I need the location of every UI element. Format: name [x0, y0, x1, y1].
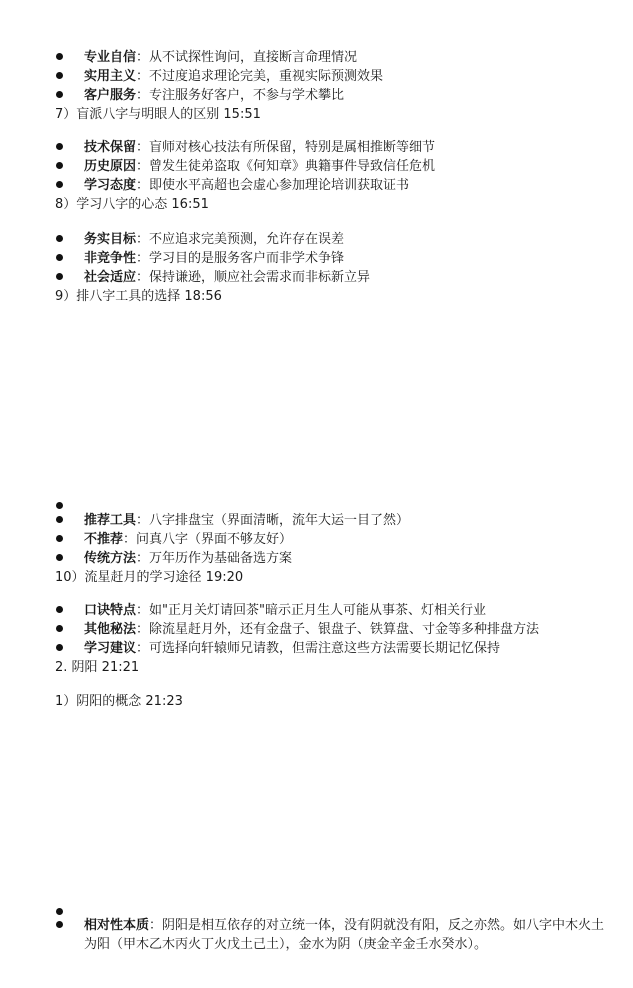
bullet-dot-icon: [56, 273, 63, 280]
bullet-term: 务实目标: [84, 232, 137, 247]
bullet-text: ：即使水平高超也会虚心参加理论培训获取证书: [136, 178, 410, 193]
bullet-text: ：万年历作为基础备选方案: [136, 551, 293, 566]
bullet-term: 技术保留: [84, 140, 137, 155]
bullet-term: 不推荐: [84, 532, 124, 547]
bullet-dot-icon: [56, 921, 63, 928]
bullet-dot-icon: [56, 162, 63, 169]
bullet-text: ：八字排盘宝（界面清晰，流年大运一目了然）: [136, 513, 410, 528]
bullet-dot-icon: [56, 53, 63, 60]
section-heading: 1）阴阳的概念 21:23: [55, 694, 183, 709]
bullet-term: 非竞争性: [84, 251, 137, 266]
bullet-item: [56, 138, 613, 157]
bullet-dot-icon: [56, 143, 63, 150]
bullet-text: ：曾发生徒弟盗取《何知章》典籍事件导致信任危机: [136, 159, 436, 174]
bullet-item: [56, 157, 613, 176]
bullet-item: [56, 916, 613, 954]
bullet-text: ：学习目的是服务客户而非学术争锋: [136, 251, 345, 266]
bullet-item: [56, 620, 613, 639]
bullet-text: ：可选择向轩辕师兄请教，但需注意这些方法需要长期记忆保持: [136, 641, 501, 656]
bullet-item: [56, 48, 613, 67]
bullet-text: ：不过度追求理论完美，重视实际预测效果: [136, 69, 384, 84]
bullet-term: 学习建议: [84, 641, 137, 656]
bullet-text: ：保持谦逊，顺应社会需求而非标新立异: [136, 270, 371, 285]
bullet-text: ：除流星赶月外，还有金盘子、银盘子、铁算盘、寸金等多种排盘方法: [136, 622, 540, 637]
bullet-item: [56, 268, 613, 287]
bullet-text: ：阴阳是相互依存的对立统一体，没有阴就没有阳，反之亦然。如八字中木火土为阳（甲木乙木丙火丁火戊土己土），金水为阴（庚金辛金壬水癸水）。: [84, 918, 605, 952]
bullet-item: [56, 530, 613, 549]
bullet-dot-icon: [56, 535, 63, 542]
bullet-term: 传统方法: [84, 551, 137, 566]
bullet-dot-icon: [56, 606, 63, 613]
bullet-dot-icon: [56, 908, 63, 915]
bullet-dot-icon: [56, 502, 63, 509]
bullet-item: [56, 176, 613, 195]
bullet-dot-icon: [56, 625, 63, 632]
bullet-term: 学习态度: [84, 178, 137, 193]
bullet-item: [56, 67, 613, 86]
bullet-dot-icon: [56, 91, 63, 98]
bullet-term: 历史原因: [84, 159, 137, 174]
section-heading: 10）流星赶月的学习途径 19:20: [55, 570, 244, 585]
bullet-item: [56, 249, 613, 268]
bullet-item: [56, 230, 613, 249]
bullet-item: [56, 601, 613, 620]
section-heading: 9）排八字工具的选择 18:56: [55, 289, 222, 304]
section-heading: 8）学习八字的心态 16:51: [55, 197, 209, 212]
section-heading: 7）盲派八字与明眼人的区别 15:51: [55, 107, 261, 122]
bullet-dot-icon: [56, 72, 63, 79]
bullet-text: ：如"正月关灯请回茶"暗示正月生人可能从事茶、灯相关行业: [136, 603, 486, 618]
bullet-item: [56, 511, 613, 530]
bullet-term: 相对性本质: [84, 918, 150, 933]
bullet-text: ：专注服务好客户，不参与学术攀比: [136, 88, 345, 103]
bullet-item: [56, 639, 613, 658]
bullet-term: 推荐工具: [84, 513, 137, 528]
bullet-dot-icon: [56, 235, 63, 242]
bullet-dot-icon: [56, 181, 63, 188]
bullet-text: ：问真八字（界面不够友好）: [123, 532, 293, 547]
bullet-text: ：盲师对核心技法有所保留，特别是属相推断等细节: [136, 140, 436, 155]
bullet-item: [56, 86, 613, 105]
bullet-dot-icon: [56, 516, 63, 523]
bullet-term: 其他秘法: [84, 622, 137, 637]
bullet-term: 社会适应: [84, 270, 137, 285]
bullet-term: 口诀特点: [84, 603, 137, 618]
bullet-dot-icon: [56, 554, 63, 561]
bullet-dot-icon: [56, 644, 63, 651]
bullet-term: 客户服务: [84, 88, 137, 103]
section-heading: 2. 阴阳 21:21: [55, 660, 140, 675]
bullet-term: 实用主义: [84, 69, 137, 84]
bullet-item: [56, 549, 613, 568]
bullet-text: ：从不试探性询问，直接断言命理情况: [136, 50, 358, 65]
bullet-dot-icon: [56, 254, 63, 261]
bullet-term: 专业自信: [84, 50, 137, 65]
bullet-text: ：不应追求完美预测，允许存在误差: [136, 232, 345, 247]
